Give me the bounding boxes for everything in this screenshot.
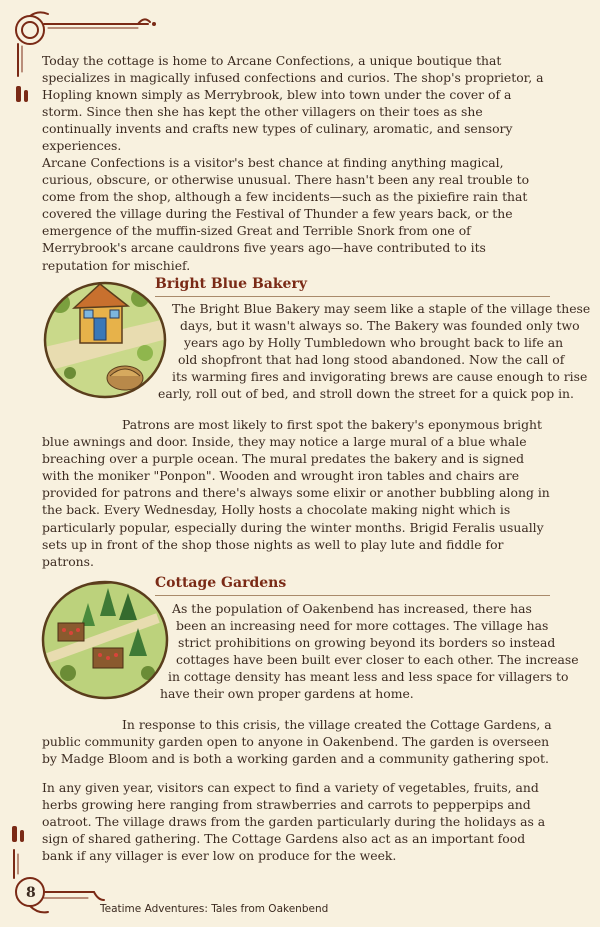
footer-book-title: Teatime Adventures: Tales from Oakenbend xyxy=(100,903,329,915)
bakery-line: old shopfront that had long stood abandoned. Now the call of xyxy=(178,352,565,368)
gardens-paragraph-2: In response to this crisis, the village created the Cottage Gardens, a public community garden open to anyone in Oakenbend. The garden is overseen by Madge Bloom and is both a working garden and a community gathering spot. xyxy=(42,717,552,767)
bakery-heading-rule xyxy=(155,296,550,297)
bakery-line: early, roll out of bed, and stroll down the street for a quick pop in. xyxy=(158,386,574,402)
bakery-illustration xyxy=(40,278,170,403)
gardens-wrapped-paragraph xyxy=(160,600,579,703)
gardens-line: in cottage density has meant less and less space for villagers to xyxy=(168,669,569,685)
gardens-line: cottages have been built ever closer to each other. The increase xyxy=(176,652,579,668)
bakery-heading: Bright Blue Bakery xyxy=(155,276,307,292)
gardens-heading-rule xyxy=(155,595,550,596)
gardens-illustration xyxy=(38,578,173,703)
bakery-line: years ago by Holly Tumbledown who brought back to life an xyxy=(184,335,564,351)
bakery-line: days, but it wasn't always so. The Bakery was founded only two xyxy=(180,318,580,334)
gardens-line: strict prohibitions on growing beyond its borders so instead xyxy=(178,635,556,651)
bakery-line: its warming fires and invigorating brews are cause enough to rise xyxy=(172,369,588,385)
intro-paragraph-2: Arcane Confections is a visitor's best chance at finding anything magical, curious, obscure, or otherwise unusual. There hasn't been any real trouble to come from the shop, although a few incidents—such as the pixiefire rain that covered the village during the Festival of Thunder a few years back, or the emergence of the muffin-sized Great and Terrible Snork from one of Merrybrook's arcane cauldrons five years ago—have contributed to its reputation for mischief. xyxy=(42,155,530,273)
bakery-line: The Bright Blue Bakery may seem like a staple of the village these xyxy=(172,301,591,316)
intro-paragraph-1: Today the cottage is home to Arcane Confections, a unique boutique that specializes in magically infused confections and curios. The shop's proprietor, a Hopling known simply as Merrybrook, blew into town under the cover of a storm. Since then she has kept the other villagers on their toes as she continually invents and crafts new types of culinary, aromatic, and sensory experiences. xyxy=(42,53,544,154)
bakery-wrapped-paragraph xyxy=(158,300,591,403)
gardens-line: As the population of Oakenbend has increased, there has xyxy=(172,601,532,616)
gardens-heading: Cottage Gardens xyxy=(155,575,287,591)
gardens-line: have their own proper gardens at home. xyxy=(160,686,414,702)
page-number: 8 xyxy=(26,885,36,901)
bakery-paragraph-2: Patrons are most likely to first spot the bakery's eponymous bright blue awnings and door. Inside, they may notice a large mural of a blue whale breaching over a purple ocean. The mural predates the bakery and is signed with the moniker "Ponpon". Wooden and wrought iron tables and chairs are provided for patrons and there's always some elixir or another bubbling along in the back. Every Wednesday, Holly hosts a chocolate making night which is particularly popular, especially during the winter months. Brigid Feralis usually sets up in front of the shop those nights as well to play lute and fiddle for patrons. xyxy=(42,417,550,569)
gardens-line: been an increasing need for more cottages. The village has xyxy=(176,618,549,634)
gardens-paragraph-3: In any given year, visitors can expect to find a variety of vegetables, fruits, and herbs growing here ranging from strawberries and carrots to pepperpips and oatroot. The village draws from the garden particularly during the holidays as a sign of shared gathering. The Cottage Gardens also act as an important food bank if any villager is ever low on produce for the week. xyxy=(42,780,546,864)
